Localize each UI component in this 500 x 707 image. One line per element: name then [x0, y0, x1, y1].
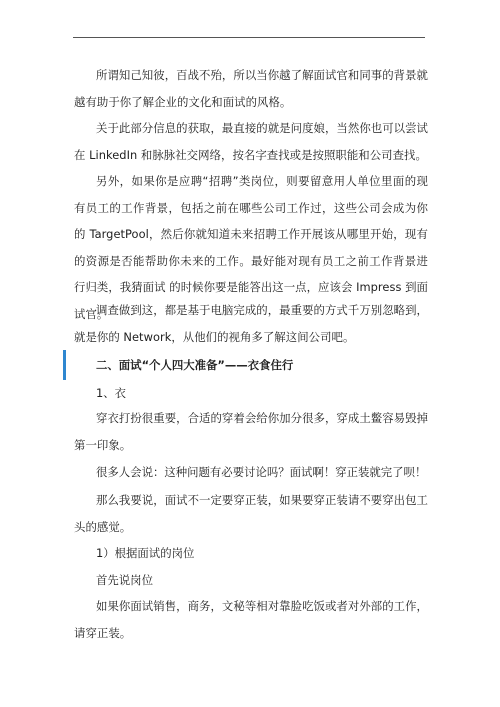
paragraph-info-sources: 关于此部分信息的获取，最直接的就是问度娘，当然你也可以尝试在 LinkedIn 和脉脉社交网络，按名字查找或是按照职能和公司查找。: [74, 121, 428, 162]
header-rule: [73, 37, 425, 38]
subheading-clothing: 1、衣: [96, 386, 127, 400]
paragraph-formal-wear: 那么我要说，面试不一定要穿正装，如果要穿正装请不要穿出包工头的感觉。: [74, 493, 428, 534]
paragraph-position-first: 首先说岗位: [96, 573, 153, 587]
paragraph-know-yourself: 所谓知己知彼，百战不殆，所以当你越了解面试官和同事的背景就越有助于你了解企业的文化和面试的风格。: [74, 68, 428, 109]
paragraph-recruiting-roles: 另外，如果你是应聘“招聘”类岗位，则要留意用人单位里面的现有员工的工作背景，包括之前在哪些公司工作过，这些公司会成为你的 TargetPool，然后你就知道未来招聘工作开展该从哪里开始，现有的资源是否能帮助你未来的工作。最好能对现有员工之前工作背景进行归类，我猜面试 的时候你要是能答出这一点，应该会 Impress 到面试官。: [74, 174, 428, 321]
subheading-by-position: 1）根据面试的岗位: [96, 546, 195, 560]
section-heading: 二、面试“个人四大准备”——衣食住行: [96, 358, 294, 372]
paragraph-dress-importance: 穿衣打扮很重要，合适的穿着会给你加分很多，穿成土鳖容易毁掉第一印象。: [74, 411, 428, 452]
heading-accent-bar: [63, 350, 66, 380]
paragraph-sales-roles: 如果你面试销售，商务，文秘等相对靠脸吃饭或者对外部的工作，请穿正装。: [74, 599, 428, 640]
paragraph-common-opinion: 很多人会说：这种问题有必要讨论吗？面试啊！穿正装就完了呗！: [96, 465, 427, 479]
paragraph-network: 调查做到这，都是基于电脑完成的，最重要的方式千万别忽略到，就是你的 Network，从他们的视角多了解这间公司吧。: [74, 303, 428, 344]
